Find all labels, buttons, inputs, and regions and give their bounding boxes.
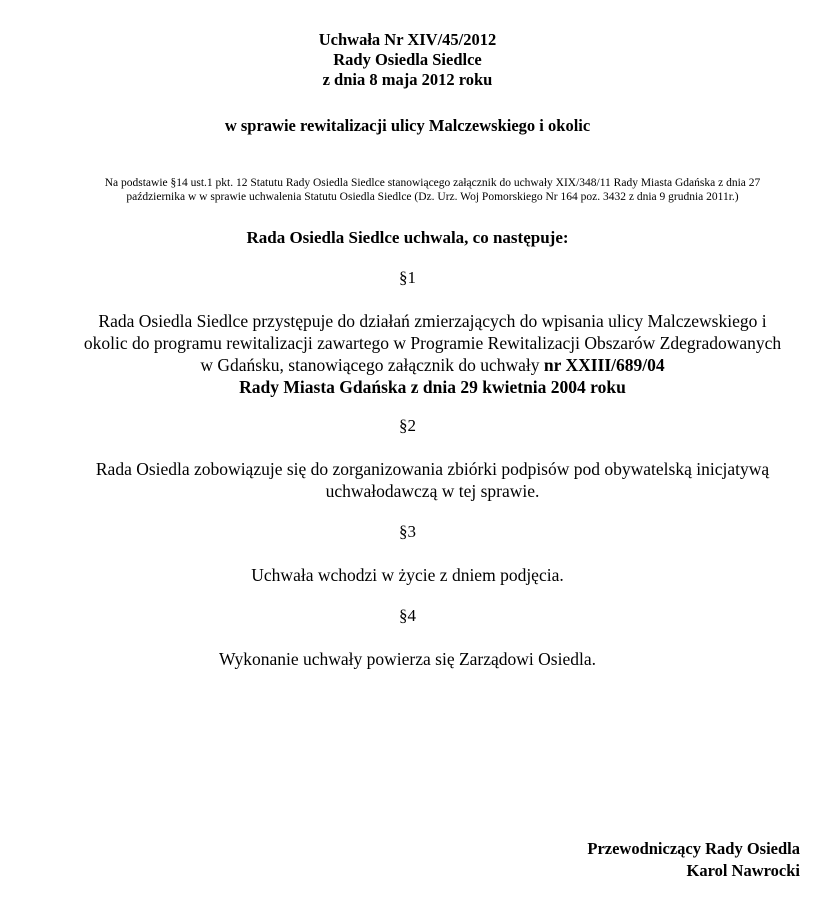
section-2-line-2: uchwałodawczą w tej sprawie. — [325, 481, 540, 501]
signature-title: Przewodniczący Rady Osiedla — [587, 839, 800, 858]
section-1-line-4: Rady Miasta Gdańska z dnia 29 kwietnia 2004 roku — [239, 377, 626, 397]
signature-block — [587, 838, 800, 882]
signature-name: Karol Nawrocki — [686, 861, 800, 880]
legal-basis-line-1: Na podstawie §14 ust.1 pkt. 12 Statutu Rady Osiedla Siedlce stanowiącego załącznik do uchwały XIX/348/11 Rady Miasta Gdańska z dnia 27 — [104, 177, 761, 189]
council-name: Rady Osiedla Siedlce — [333, 50, 482, 69]
decision-clause: Rada Osiedla Siedlce uchwala, co następuje: — [246, 228, 569, 247]
section-3-mark: §3 — [399, 522, 416, 541]
legal-basis — [60, 176, 805, 204]
resolution-header — [0, 30, 815, 90]
resolution-subject: w sprawie rewitalizacji ulicy Malczewskiego i okolic — [224, 116, 591, 135]
legal-basis-line-2: października w w sprawie uchwalenia Statutu Osiedla Siedlce (Dz. Urz. Woj Pomorskiego Nr 164 poz. 3432 z dnia 9 grudnia 2011r.) — [126, 191, 739, 203]
section-2-line-1: Rada Osiedla zobowiązuje się do zorganizowania zbiórki podpisów pod obywatelską inicjatywą — [95, 459, 770, 479]
section-1-line-3-plain: w Gdańsku, stanowiącego załącznik do uchwały — [200, 355, 544, 375]
resolution-number: Uchwała Nr XIV/45/2012 — [318, 30, 497, 49]
section-1-mark: §1 — [399, 268, 416, 287]
section-4-text: Wykonanie uchwały powierza się Zarządowi Osiedla. — [219, 649, 596, 669]
section-1-line-1: Rada Osiedla Siedlce przystępuje do działań zmierzających do wpisania ulicy Malczewskiego i — [98, 311, 767, 331]
section-4-mark: §4 — [399, 606, 416, 625]
section-1-line-2: okolic do programu rewitalizacji zawartego w Programie Rewitalizacji Obszarów Zdegradowanych — [83, 333, 782, 353]
section-1-text — [50, 310, 815, 398]
section-1-line-3 — [50, 354, 815, 376]
section-3-text: Uchwała wchodzi w życie z dniem podjęcia. — [251, 565, 564, 585]
section-2-text — [40, 458, 815, 502]
section-1-resolution-ref: nr XXIII/689/04 — [543, 355, 665, 375]
resolution-date: z dnia 8 maja 2012 roku — [322, 70, 493, 89]
section-2-mark: §2 — [399, 416, 416, 435]
